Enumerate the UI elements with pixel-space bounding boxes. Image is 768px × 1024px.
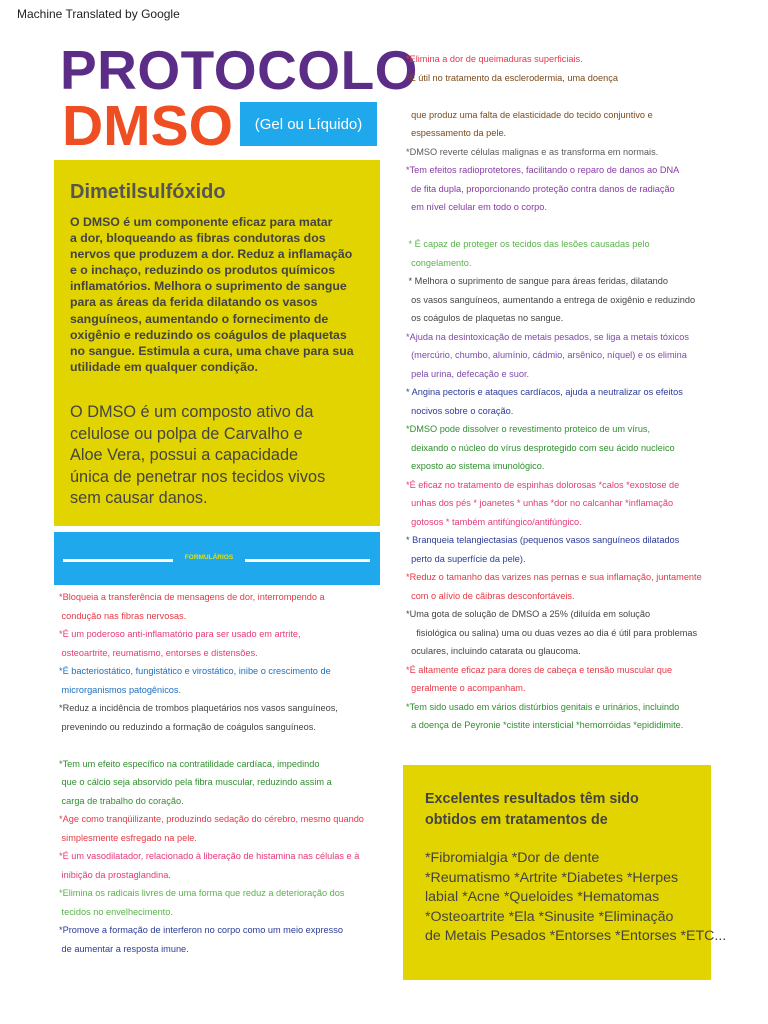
intro-paragraph-1-line: sanguíneos, aumentando o fornecimento de (70, 311, 329, 326)
title-dmso: DMSO (62, 94, 233, 158)
benefit-item-line: *Bloqueia a transferência de mensagens de dor, interrompendo a (59, 592, 325, 602)
benefit-item-line: *Elimina a dor de queimaduras superficiais. (406, 54, 583, 64)
benefit-item-line: (mercúrio, chumbo, alumínio, cádmio, arsênico, níquel) e os elimina (406, 350, 687, 360)
benefit-item-line: *Age como tranqüilizante, produzindo sedação do cérebro, mesmo quando (59, 814, 364, 824)
left-benefits-list (59, 588, 379, 958)
results-body-line: *Fibromialgia *Dor de dente (425, 850, 600, 866)
intro-paragraph-1-line: a dor, bloqueando as fibras condutoras dos (70, 231, 326, 246)
intro-paragraph-1-line: inflamatórios. Melhora o suprimento de sangue (70, 279, 347, 294)
benefit-item-line: *Uma gota de solução de DMSO a 25% (diluída em solução (406, 609, 651, 619)
benefit-item (406, 531, 756, 568)
intro-paragraph-1-line: O DMSO é um componente eficaz para matar (70, 215, 333, 229)
benefit-item (59, 625, 379, 662)
results-body-line: labial *Acne *Queloides *Hematomas (425, 889, 660, 905)
benefit-item-line: *É um vasodilatador, relacionado à liberação de histamina nas células e à (59, 851, 360, 861)
benefit-item-line: simplesmente esfregado na pele. (59, 832, 197, 843)
intro-box (54, 160, 380, 526)
benefit-item-line: congelamento. (406, 257, 472, 268)
benefit-item-line: *É eficaz no tratamento de espinhas dolorosas *calos *exostose de (406, 479, 680, 490)
benefit-item-line: a doença de Peyronie *cistite intersticial *hemorróidas *epididimite. (406, 720, 684, 730)
benefit-item (406, 272, 756, 328)
results-body-line: *Reumatismo *Artrite *Diabetes *Herpes (425, 869, 679, 886)
benefit-item-line: *Reduz a incidência de trombos plaquetários nos vasos sanguíneos, (59, 703, 338, 713)
benefit-item (406, 328, 756, 384)
benefit-item-line: em nível celular em todo o corpo. (406, 202, 547, 212)
intro-paragraph-2 (70, 402, 374, 510)
benefit-item-line: exposto ao sistema imunológico. (406, 461, 545, 471)
benefit-item-line: tecidos no envelhecimento. (59, 906, 173, 917)
benefit-item-line: fisiológica ou salina) uma ou duas vezes ao dia é útil para problemas (406, 627, 698, 638)
intro-paragraph-1 (70, 214, 372, 375)
benefit-item (59, 699, 379, 736)
benefit-item-line: com o alívio de cãibras desconfortáveis. (406, 590, 575, 601)
benefit-item-line: *Ajuda na desintoxicação de metais pesados, se liga a metais tóxicos (406, 331, 689, 342)
results-heading-line: Excelentes resultados têm sido (425, 791, 639, 807)
benefit-item-line: *É um poderoso anti-inflamatório para ser usado em artrite, (59, 629, 301, 639)
intro-paragraph-1-line: para as áreas da ferida dilatando os vasos (70, 295, 318, 310)
benefit-item-line: * Melhora o suprimento de sangue para áreas feridas, dilatando (406, 276, 669, 286)
benefit-item (59, 884, 379, 921)
benefit-item (406, 661, 756, 698)
benefit-item (406, 698, 756, 735)
intro-paragraph-2-line: sem causar danos. (70, 489, 208, 507)
intro-paragraph-2-line: celulose ou polpa de Carvalho e (70, 424, 303, 443)
benefit-item (59, 662, 379, 699)
benefit-item-line: condução nas fibras nervosas. (59, 610, 187, 621)
intro-paragraph-1-line: utilidade em qualquer condição. (70, 359, 258, 374)
benefit-item-line: espessamento da pele. (406, 128, 507, 138)
intro-paragraph-2-line: Aloe Vera, possui a capacidade (70, 446, 299, 464)
results-body-line: *Osteoartrite *Ela *Sinusite *Eliminação (425, 908, 674, 925)
benefit-item-line (406, 217, 756, 236)
benefit-item-line: microrganismos patogênicos. (59, 684, 182, 695)
benefit-item-line: *Tem um efeito específico na contratilidade cardíaca, impedindo (59, 758, 320, 769)
intro-heading: Dimetilsulfóxido (70, 181, 226, 203)
benefit-item-line: os vasos sanguíneos, aumentando a entrega de oxigênio e reduzindo (406, 294, 696, 305)
benefit-item-line: *Promove a formação de interferon no corpo como um meio expresso (59, 925, 343, 935)
benefit-item-line: *Tem sido usado em vários distúrbios genitais e urinários, incluindo (406, 701, 680, 712)
benefit-item (406, 420, 756, 476)
benefit-item-line: deixando o núcleo do vírus desprotegido com seu ácido nucleico (406, 442, 675, 453)
benefit-item-line: *Reduz o tamanho das varizes nas pernas e sua inflamação, juntamente (406, 572, 702, 582)
forms-bar-line-right (245, 559, 370, 562)
benefit-item (59, 588, 379, 625)
benefit-item-line: *Elimina os radicais livres de uma forma que reduz a deterioração dos (59, 888, 345, 898)
title-protocolo: PROTOCOLO (60, 39, 418, 101)
results-body-line: de Metais Pesados *Entorses *Entorses *ETC... (425, 928, 727, 944)
benefit-item (406, 217, 756, 273)
benefit-item-line: unhas dos pés * joanetes * unhas *dor no calcanhar *inflamação (406, 498, 674, 508)
benefit-item-line: pela urina, defecação e suor. (406, 368, 530, 379)
benefit-item (59, 810, 379, 847)
benefit-item-line: *É útil no tratamento da esclerodermia, uma doença (406, 72, 618, 83)
benefit-item-line: nocivos sobre o coração. (406, 405, 514, 416)
benefit-item-line: * Branqueia telangiectasias (pequenos vasos sanguíneos dilatados (406, 535, 680, 545)
forms-bar-label: FORMULÁRIOS (184, 554, 234, 561)
benefit-item-line: os coágulos de plaquetas no sangue. (406, 313, 564, 323)
benefit-item (406, 50, 756, 69)
results-heading (425, 789, 705, 831)
benefit-item (406, 568, 756, 605)
machine-translated-label: Machine Translated by Google (17, 7, 180, 21)
benefit-item (406, 605, 756, 661)
right-benefits-list (406, 50, 756, 735)
intro-paragraph-1-line: nervos que produzem a dor. Reduz a inflamação (70, 247, 353, 262)
benefit-item-line: que produz uma falta de elasticidade do tecido conjuntivo e (406, 109, 653, 120)
benefit-item (406, 161, 756, 217)
benefit-item (59, 921, 379, 958)
benefit-item-line: que o cálcio seja absorvido pela fibra muscular, reduzindo assim a (59, 777, 332, 787)
benefit-item (406, 69, 756, 143)
benefit-item-line (59, 736, 379, 755)
results-heading-line: obtidos em tratamentos de (425, 812, 608, 828)
title-badge-gel-liquido: (Gel ou Líquido) (240, 102, 377, 146)
intro-paragraph-2-line: única de penetrar nos tecidos vivos (70, 467, 326, 486)
results-body (425, 849, 755, 947)
benefit-item-line: de fita dupla, proporcionando proteção contra danos de radiação (406, 183, 675, 194)
forms-bar-line-left (63, 559, 173, 562)
benefit-item-line (406, 87, 756, 106)
benefit-item-line: *Tem efeitos radioprotetores, facilitando o reparo de danos ao DNA (406, 165, 680, 175)
benefit-item (406, 143, 756, 162)
benefit-item-line: gotosos * também antifúngico/antifúngico. (406, 516, 582, 527)
results-box (403, 765, 727, 980)
benefit-item-line: *DMSO reverte células malignas e as transforma em normais. (406, 146, 659, 157)
intro-paragraph-1-line: no sangue. Estimula a cura, uma chave para sua (70, 343, 354, 358)
benefit-item-line: * É capaz de proteger os tecidos das lesões causadas pelo (406, 239, 650, 249)
intro-paragraph-2-line: O DMSO é um composto ativo da (70, 403, 314, 421)
benefit-item (59, 736, 379, 810)
benefit-item-line: perto da superfície da pele). (406, 553, 526, 564)
benefit-item (406, 383, 756, 420)
intro-paragraph-1-line: e o inchaço, reduzindo os produtos químicos (70, 263, 336, 278)
benefit-item-line: carga de trabalho do coração. (59, 795, 184, 806)
benefit-item-line: *É bacteriostático, fungistático e virostático, inibe o crescimento de (59, 666, 331, 676)
benefit-item (59, 847, 379, 884)
benefit-item-line: de aumentar a resposta imune. (59, 943, 189, 954)
benefit-item-line: oculares, incluindo catarata ou glaucoma. (406, 646, 581, 656)
benefit-item (406, 476, 756, 532)
benefit-item-line: geralmente o acompanham. (406, 683, 526, 693)
benefit-item-line: *É altamente eficaz para dores de cabeça e tensão muscular que (406, 664, 673, 675)
benefit-item-line: osteoartrite, reumatismo, entorses e distensões. (59, 647, 258, 658)
benefit-item-line: * Angina pectoris e ataques cardíacos, ajuda a neutralizar os efeitos (406, 387, 683, 397)
intro-paragraph-1-line: oxigênio e reduzindo os coágulos de plaquetas (70, 327, 347, 342)
forms-bar (54, 532, 380, 585)
benefit-item-line: prevenindo ou reduzindo a formação de coágulos sanguíneos. (59, 721, 316, 732)
benefit-item-line: inibição da prostaglandina. (59, 869, 171, 880)
benefit-item-line: *DMSO pode dissolver o revestimento proteico de um vírus, (406, 424, 651, 434)
